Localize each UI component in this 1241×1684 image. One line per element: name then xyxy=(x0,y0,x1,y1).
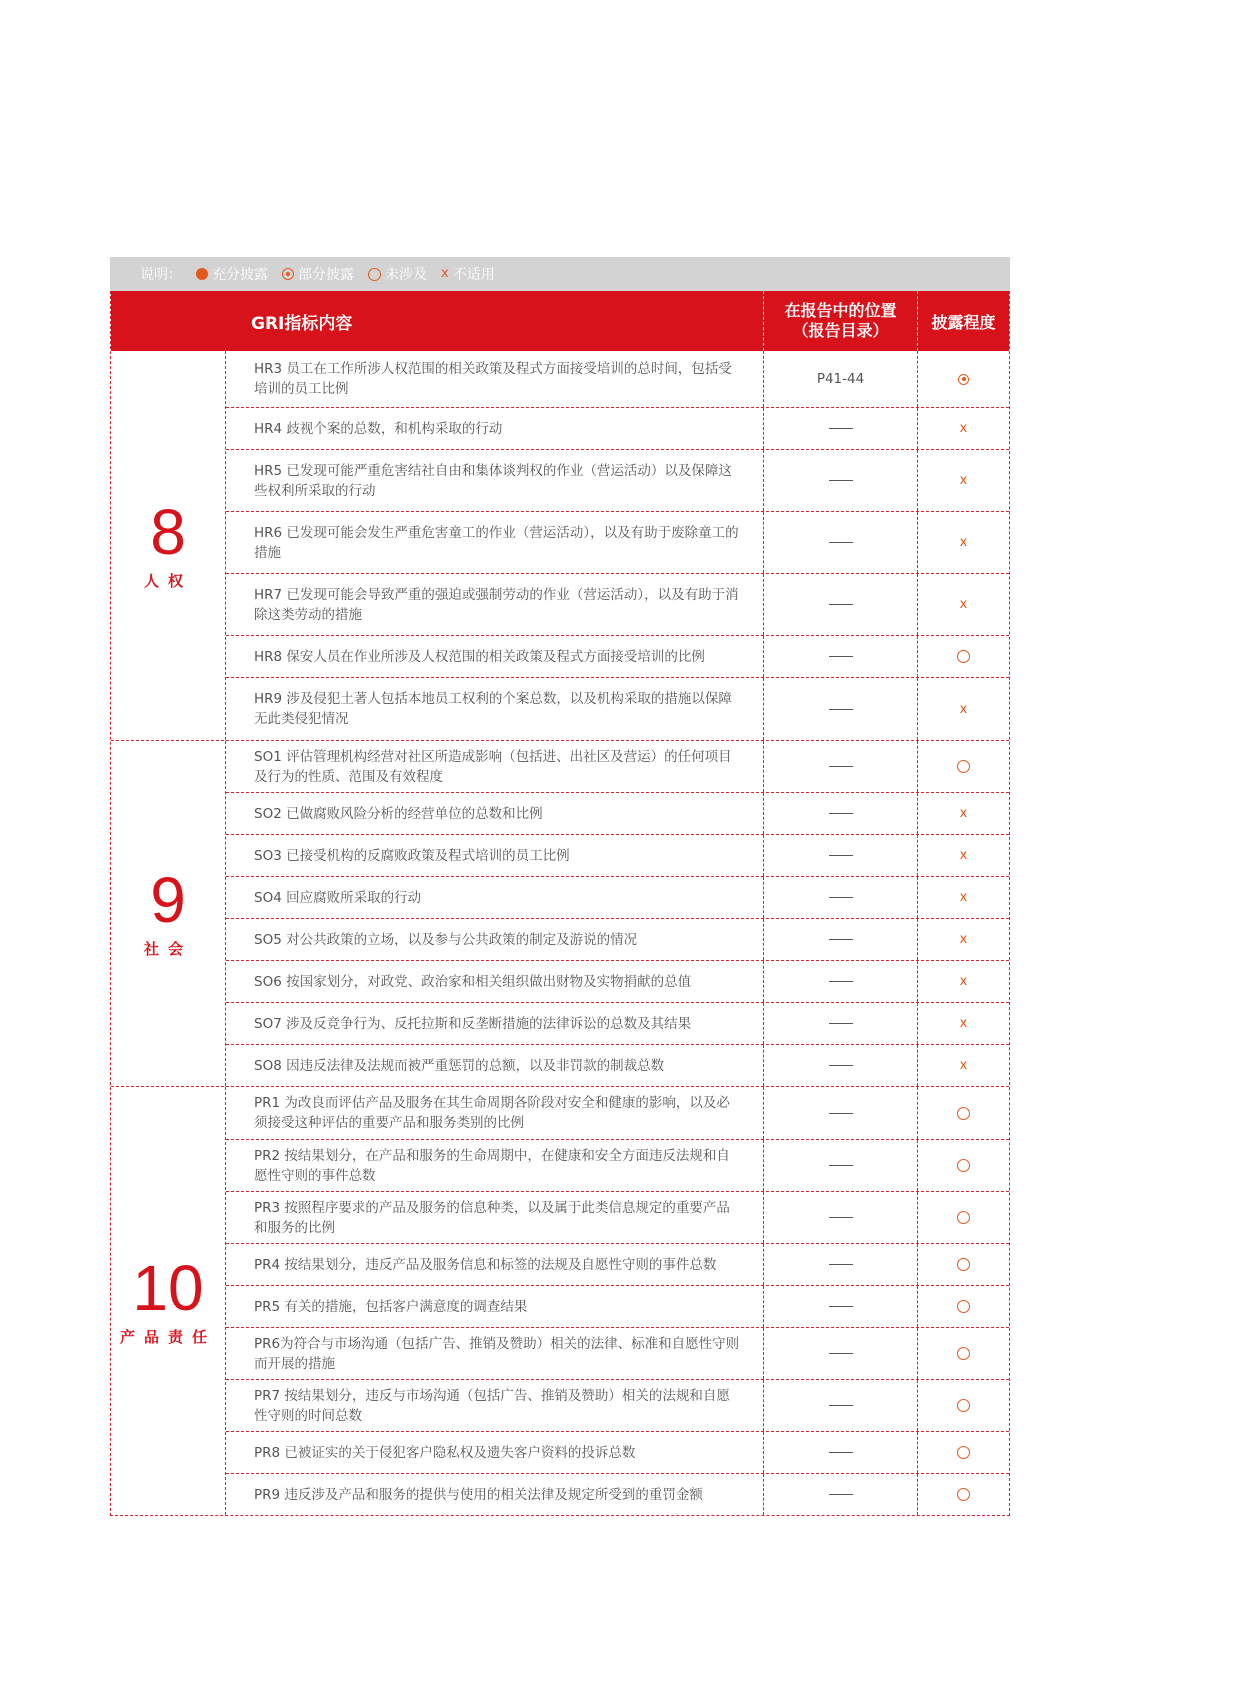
ring-icon xyxy=(957,1446,970,1459)
indicator-text: PR6为符合与市场沟通（包括广告、推销及赞助）相关的法律、标准和自愿性守则而开展的措施 xyxy=(254,1335,740,1372)
section-number: 9 xyxy=(150,864,186,936)
indicator-text: PR2 按结果划分，在产品和服务的生命周期中，在健康和安全方面违反法规和自愿性守则的事件总数 xyxy=(254,1147,730,1184)
dash-icon xyxy=(829,766,853,767)
indicator-text: SO2 已做腐败风险分析的经营单位的总数和比例 xyxy=(254,805,543,822)
legend-item-partial xyxy=(282,264,354,284)
section-name: 社会 xyxy=(143,940,192,958)
ring-icon xyxy=(957,1399,970,1412)
table-row xyxy=(226,449,1009,511)
disclosure-cell xyxy=(917,1380,1009,1431)
table-row xyxy=(226,1327,1009,1379)
dash-icon xyxy=(829,656,853,657)
section-label xyxy=(111,741,226,1086)
location-cell xyxy=(763,1328,917,1379)
location-cell xyxy=(763,961,917,1002)
disclosure-cell xyxy=(917,1140,1009,1191)
disclosure-cell xyxy=(917,1045,1009,1086)
gri-index-table xyxy=(110,291,1010,1516)
indicator-text: PR3 按照程序要求的产品及服务的信息种类，以及属于此类信息规定的重要产品和服务的比例 xyxy=(254,1199,730,1236)
table-row xyxy=(226,511,1009,573)
indicator-text: SO7 涉及反竞争行为、反托拉斯和反垄断措施的法律诉讼的总数及其结果 xyxy=(254,1015,692,1032)
legend-item-full xyxy=(196,264,268,284)
ring-icon xyxy=(957,1300,970,1313)
location-cell xyxy=(763,1380,917,1431)
table-row xyxy=(226,960,1009,1002)
location-cell xyxy=(763,835,917,876)
location-cell xyxy=(763,678,917,740)
table-row xyxy=(226,677,1009,740)
ring-icon xyxy=(957,760,970,773)
disclosure-cell xyxy=(917,1286,1009,1327)
location-cell xyxy=(763,408,917,449)
disclosure-cell xyxy=(917,835,1009,876)
table-row xyxy=(226,1473,1009,1515)
dash-icon xyxy=(829,428,853,429)
disclosure-cell xyxy=(917,1003,1009,1044)
dash-icon xyxy=(829,1353,853,1354)
location-cell xyxy=(763,450,917,511)
disclosure-cell xyxy=(917,450,1009,511)
x-icon: x xyxy=(959,597,968,612)
x-icon: x xyxy=(959,473,968,488)
dash-icon xyxy=(829,1494,853,1495)
table-row xyxy=(226,1431,1009,1473)
indicator-text: PR4 按结果划分，违反产品及服务信息和标签的法规及自愿性守则的事件总数 xyxy=(254,1256,717,1273)
disclosure-cell xyxy=(917,919,1009,960)
x-icon: x xyxy=(959,848,968,863)
disclosure-cell xyxy=(917,574,1009,635)
location-cell xyxy=(763,1244,917,1285)
dash-icon xyxy=(829,1113,853,1114)
dash-icon xyxy=(829,813,853,814)
indicator-text: HR5 已发现可能严重危害结社自由和集体谈判权的作业（营运活动）以及保障这些权利所采取的行动 xyxy=(254,462,732,499)
ring-icon xyxy=(957,1107,970,1120)
legend-text: 未涉及 xyxy=(385,267,427,283)
x-icon: x xyxy=(959,701,968,717)
ring-icon xyxy=(957,1211,970,1224)
dash-icon xyxy=(829,1217,853,1218)
table-row xyxy=(226,1044,1009,1086)
disclosure-cell xyxy=(917,1474,1009,1515)
disclosure-cell xyxy=(917,1087,1009,1139)
indicator-text: SO8 因违反法律及法规而被严重惩罚的总额，以及非罚款的制裁总数 xyxy=(254,1057,665,1074)
section-9 xyxy=(111,740,1009,1086)
table-row xyxy=(226,792,1009,834)
x-icon: x xyxy=(959,1058,968,1073)
dash-icon xyxy=(829,1306,853,1307)
location-cell xyxy=(763,919,917,960)
filled-dot-icon xyxy=(196,268,208,280)
indicator-text: SO1 评估管理机构经营对社区所造成影响（包括进、出社区及营运）的任何项目及行为的性质、范围及有效程度 xyxy=(254,748,732,785)
partial-dot-icon xyxy=(282,268,294,280)
table-row xyxy=(226,1191,1009,1243)
indicator-text: SO6 按国家划分，对政党、政治家和相关组织做出财物及实物捐献的总值 xyxy=(254,973,692,990)
location-cell xyxy=(763,636,917,677)
table-row xyxy=(226,741,1009,792)
x-icon: x xyxy=(959,932,968,947)
dash-icon xyxy=(829,604,853,605)
header-location-line1: 在报告中的位置 xyxy=(784,301,897,320)
ring-icon xyxy=(957,650,970,663)
location-cell xyxy=(763,877,917,918)
disclosure-cell xyxy=(917,1432,1009,1473)
partial-dot-icon xyxy=(958,374,969,385)
table-row xyxy=(226,1087,1009,1139)
table-row xyxy=(226,635,1009,677)
legend-text: 不适用 xyxy=(452,267,495,283)
section-8 xyxy=(111,351,1009,740)
indicator-text: PR1 为改良而评估产品及服务在其生命周期各阶段对安全和健康的影响，以及必须接受这种评估的重要产品和服务类别的比例 xyxy=(254,1095,730,1131)
disclosure-cell xyxy=(917,741,1009,792)
x-icon: x xyxy=(959,535,968,550)
table-row xyxy=(226,918,1009,960)
ring-icon xyxy=(957,1347,970,1360)
indicator-text: HR4 歧视个案的总数，和机构采取的行动 xyxy=(254,420,503,437)
location-cell xyxy=(763,1432,917,1473)
indicator-text: HR6 已发现可能会发生严重危害童工的作业（营运活动），以及有助于废除童工的措施 xyxy=(254,524,739,561)
legend-item-na xyxy=(441,264,495,284)
table-row xyxy=(226,1002,1009,1044)
x-icon: x xyxy=(959,421,968,436)
x-icon: x xyxy=(441,266,449,281)
section-label xyxy=(111,1087,226,1515)
x-icon: x xyxy=(959,1016,968,1031)
section-number: 10 xyxy=(132,1251,204,1324)
dash-icon xyxy=(829,981,853,982)
legend-text: 充分披露 xyxy=(212,267,268,283)
location-cell xyxy=(763,574,917,635)
disclosure-cell xyxy=(917,877,1009,918)
table-row xyxy=(226,407,1009,449)
dash-icon xyxy=(829,1452,853,1453)
indicator-text: SO3 已接受机构的反腐败政策及程式培训的员工比例 xyxy=(254,847,570,864)
dash-icon xyxy=(829,939,853,940)
table-row xyxy=(226,1139,1009,1191)
table-row xyxy=(226,351,1009,407)
location-cell xyxy=(763,741,917,792)
ring-icon xyxy=(368,268,381,281)
section-label xyxy=(111,351,226,740)
location-cell xyxy=(763,1286,917,1327)
indicator-text: PR5 有关的措施，包括客户满意度的调查结果 xyxy=(254,1298,528,1315)
header-location-line2: （报告目录） xyxy=(792,321,889,340)
table-body xyxy=(111,351,1009,1515)
header-disclosure: 披露程度 xyxy=(917,291,1009,351)
location-cell xyxy=(763,793,917,834)
disclosure-cell xyxy=(917,1244,1009,1285)
disclosure-cell xyxy=(917,1192,1009,1243)
dash-icon xyxy=(829,897,853,898)
table-row xyxy=(226,1243,1009,1285)
x-icon: x xyxy=(959,974,968,989)
ring-icon xyxy=(957,1159,970,1172)
legend-bar xyxy=(110,257,1010,291)
location-cell: P41-44 xyxy=(763,351,917,407)
location-cell xyxy=(763,1087,917,1139)
x-icon: x xyxy=(959,890,968,905)
ring-icon xyxy=(957,1258,970,1271)
indicator-text: SO4 回应腐败所采取的行动 xyxy=(254,889,422,906)
table-row xyxy=(226,1285,1009,1327)
dash-icon xyxy=(829,542,853,543)
indicator-text: PR7 按结果划分，违反与市场沟通（包括广告、推销及赞助）相关的法规和自愿性守则的时间总数 xyxy=(254,1387,730,1424)
disclosure-cell xyxy=(917,512,1009,573)
ring-icon xyxy=(957,1488,970,1501)
disclosure-cell xyxy=(917,351,1009,407)
indicator-text: SO5 对公共政策的立场，以及参与公共政策的制定及游说的情况 xyxy=(254,931,638,948)
section-number: 8 xyxy=(150,496,186,568)
section-name: 人权 xyxy=(143,572,192,590)
legend-item-none xyxy=(368,264,427,284)
location-cell xyxy=(763,1003,917,1044)
location-cell xyxy=(763,1474,917,1515)
location-cell xyxy=(763,1045,917,1086)
indicator-text: HR9 涉及侵犯土著人包括本地员工权利的个案总数，以及机构采取的措施以保障无此类侵犯情况 xyxy=(254,691,732,727)
legend-label: 说明： xyxy=(140,267,182,283)
indicator-text: PR9 违反涉及产品和服务的提供与使用的相关法律及规定所受到的重罚金额 xyxy=(254,1486,703,1503)
location-cell xyxy=(763,1192,917,1243)
table-header xyxy=(111,291,1009,351)
disclosure-cell xyxy=(917,793,1009,834)
disclosure-cell xyxy=(917,678,1009,740)
dash-icon xyxy=(829,1065,853,1066)
indicator-text: HR7 已发现可能会导致严重的强迫或强制劳动的作业（营运活动），以及有助于消除这类劳动的措施 xyxy=(254,586,739,623)
indicator-text: PR8 已被证实的关于侵犯客户隐私权及遗失客户资料的投诉总数 xyxy=(254,1444,636,1461)
dash-icon xyxy=(829,1165,853,1166)
header-indicator: GRI指标内容 xyxy=(251,313,353,334)
dash-icon xyxy=(829,855,853,856)
disclosure-cell xyxy=(917,408,1009,449)
table-row xyxy=(226,834,1009,876)
disclosure-cell xyxy=(917,1328,1009,1379)
indicator-text: HR3 员工在工作所涉人权范围的相关政策及程式方面接受培训的总时间，包括受培训的员工比例 xyxy=(254,361,732,397)
table-row xyxy=(226,573,1009,635)
dash-icon xyxy=(829,480,853,481)
header-location xyxy=(763,291,917,351)
indicator-text: HR8 保安人员在作业所涉及人权范围的相关政策及程式方面接受培训的比例 xyxy=(254,648,705,665)
location-cell xyxy=(763,512,917,573)
disclosure-cell xyxy=(917,636,1009,677)
x-icon: x xyxy=(959,806,968,821)
section-10 xyxy=(111,1086,1009,1515)
location-cell xyxy=(763,1140,917,1191)
dash-icon xyxy=(829,1023,853,1024)
section-name: 产品责任 xyxy=(119,1327,216,1346)
table-row xyxy=(226,1379,1009,1431)
legend-text: 部分披露 xyxy=(298,267,354,283)
disclosure-cell xyxy=(917,961,1009,1002)
dash-icon xyxy=(829,1405,853,1406)
dash-icon xyxy=(829,709,853,710)
table-row xyxy=(226,876,1009,918)
dash-icon xyxy=(829,1264,853,1265)
